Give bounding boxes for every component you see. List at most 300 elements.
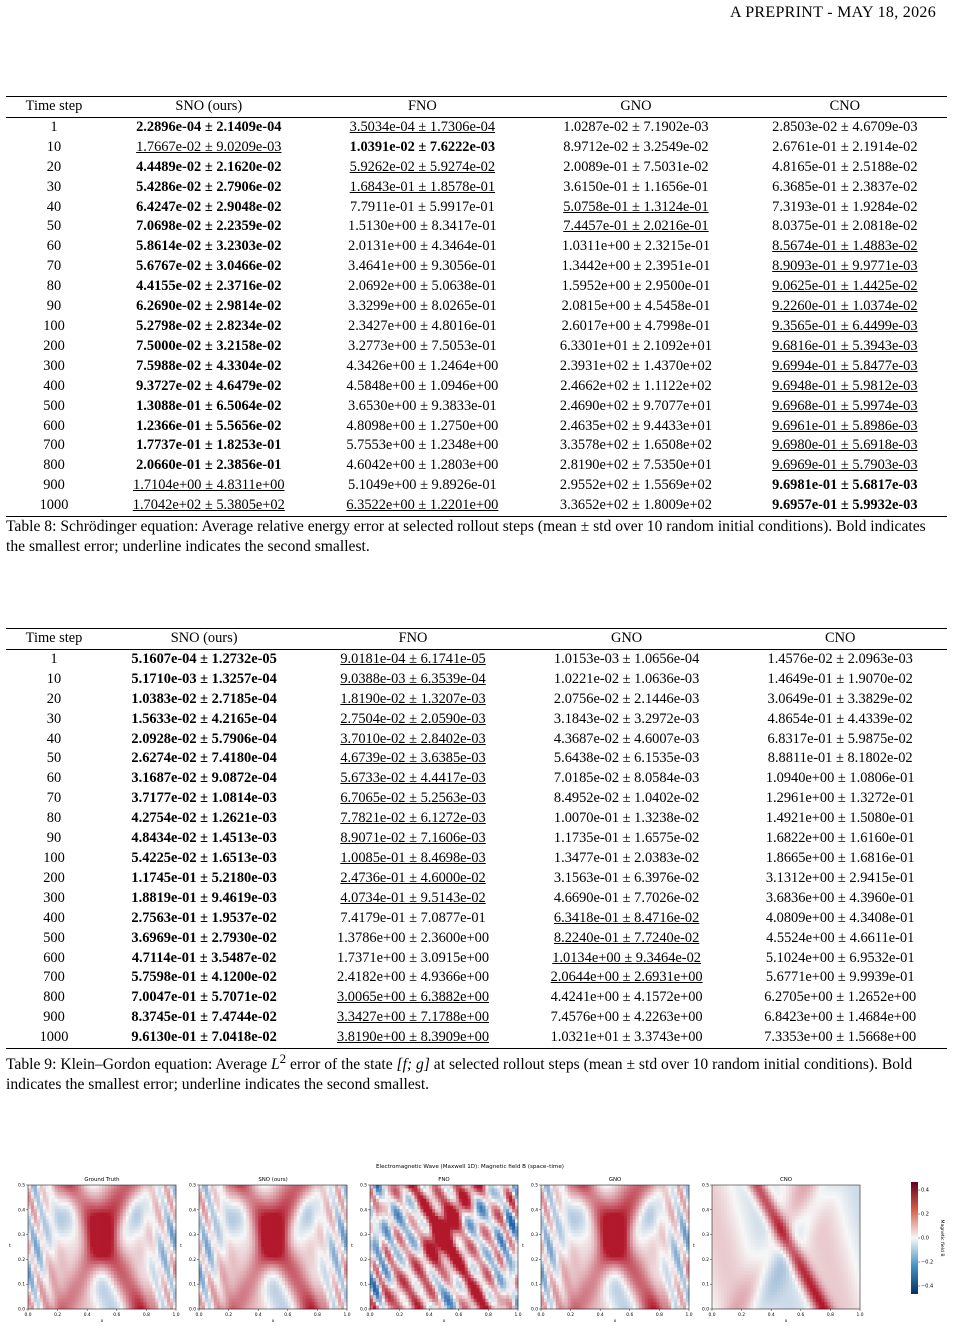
cell-text: 100 <box>43 318 65 334</box>
cell-sno <box>102 929 306 949</box>
cell-gno <box>520 988 734 1008</box>
cell-text: 2.2896e-04 ± 2.1409e-04 <box>136 119 281 135</box>
cell-text: 600 <box>43 418 65 434</box>
cell-text: 9.0181e-04 ± 6.1741e-05 <box>340 651 485 667</box>
cell-gno <box>520 949 734 969</box>
cell-text: 100 <box>43 850 65 866</box>
cell-cno <box>733 909 947 929</box>
cell-text: 4.0809e+00 ± 4.3408e-01 <box>766 910 915 926</box>
cell-text: 4.8098e+00 ± 1.2750e+00 <box>346 418 498 434</box>
cell-text: 6.2705e+00 ± 1.2652e+00 <box>764 989 916 1005</box>
y-tick-label: 0.2 <box>531 1257 538 1263</box>
col-fno: FNO <box>316 97 530 118</box>
cell-sno <box>102 1028 306 1048</box>
panel-title: Ground Truth <box>84 1177 119 1183</box>
cell-time-step <box>6 769 102 789</box>
x-tick-label: 0.6 <box>455 1312 462 1318</box>
cell-cno <box>743 317 947 337</box>
cell-fno <box>316 417 530 437</box>
cell-gno <box>529 317 743 337</box>
cell-sno <box>102 198 316 218</box>
cell-cno <box>733 869 947 889</box>
cell-cno <box>733 988 947 1008</box>
cell-time-step <box>6 889 102 909</box>
cell-text: 7.5000e-02 ± 3.2158e-02 <box>136 338 281 354</box>
cell-text: 9.0625e-01 ± 1.4425e-02 <box>772 278 917 294</box>
cell-sno <box>102 237 316 257</box>
cell-text: 7.0185e-02 ± 8.0584e-03 <box>554 770 699 786</box>
cell-text: 7.7911e-01 ± 5.9917e-01 <box>350 199 495 215</box>
cell-fno <box>306 649 520 669</box>
cell-text: 6.2690e-02 ± 2.9814e-02 <box>136 298 281 314</box>
cell-text: 90 <box>47 298 61 314</box>
cell-cno <box>733 889 947 909</box>
cell-gno <box>520 649 734 669</box>
cell-text: 9.6130e-01 ± 7.0418e-02 <box>131 1029 276 1045</box>
cell-cno <box>733 670 947 690</box>
cell-cno <box>733 809 947 829</box>
cell-text: 5.7598e-01 ± 4.1200e-02 <box>131 969 276 985</box>
cell-time-step <box>6 730 102 750</box>
cell-text: 30 <box>47 179 61 195</box>
cell-text: 300 <box>43 890 65 906</box>
table-row <box>6 138 947 158</box>
cell-text: 800 <box>43 457 65 473</box>
cell-text: 1.4921e+00 ± 1.5080e-01 <box>766 810 915 826</box>
cell-fno <box>306 730 520 750</box>
cell-gno <box>529 476 743 496</box>
cell-text: 1.5130e+00 ± 8.3417e-01 <box>348 218 497 234</box>
x-tick-label: 0.8 <box>314 1312 321 1318</box>
heatmap-panel-fno <box>346 1170 520 1330</box>
cell-text: 1000 <box>40 1029 69 1045</box>
x-tick-label: 0.0 <box>25 1312 32 1318</box>
cell-gno <box>529 377 743 397</box>
cell-sno <box>102 670 306 690</box>
cell-cno <box>743 357 947 377</box>
cell-time-step <box>6 496 102 516</box>
cell-fno <box>316 436 530 456</box>
cell-sno <box>102 829 306 849</box>
cell-fno <box>316 277 530 297</box>
cell-cno <box>733 710 947 730</box>
cell-cno <box>743 337 947 357</box>
cell-text: 9.3565e-01 ± 6.4499e-03 <box>772 318 917 334</box>
cell-sno <box>102 769 306 789</box>
cell-gno <box>529 138 743 158</box>
y-axis-label: t <box>522 1243 524 1249</box>
colorbar-tick-label: −0.2 <box>921 1260 933 1266</box>
cell-text: 8.9071e-02 ± 7.1606e-03 <box>340 830 485 846</box>
cell-text: 500 <box>43 398 65 414</box>
cell-sno <box>102 869 306 889</box>
cell-text: 5.1024e+00 ± 6.9532e-01 <box>766 950 915 966</box>
cell-text: 1.2961e+00 ± 1.3272e-01 <box>766 790 915 806</box>
table-row <box>6 237 947 257</box>
cell-time-step <box>6 117 102 137</box>
cell-fno <box>316 317 530 337</box>
cell-text: 70 <box>47 790 61 806</box>
cell-text: 5.7553e+00 ± 1.2348e+00 <box>346 437 498 453</box>
cell-text: 60 <box>47 238 61 254</box>
cell-text: 70 <box>47 258 61 274</box>
cell-text: 8.9093e-01 ± 9.9771e-03 <box>772 258 917 274</box>
cell-text: 9.6961e-01 ± 5.8986e-03 <box>772 418 917 434</box>
cell-cno <box>743 198 947 218</box>
x-tick-label: 0.6 <box>284 1312 291 1318</box>
x-tick-label: 0.8 <box>485 1312 492 1318</box>
cell-text: 3.3578e+02 ± 1.6508e+02 <box>560 437 712 453</box>
table-row <box>6 337 947 357</box>
cell-text: 9.2260e-01 ± 1.0374e-02 <box>772 298 917 314</box>
cell-gno <box>529 277 743 297</box>
cell-text: 900 <box>43 477 65 493</box>
cell-text: 9.6968e-01 ± 5.9974e-03 <box>772 398 917 414</box>
cell-text: 3.1843e-02 ± 3.2972e-03 <box>554 711 699 727</box>
cell-text: 1.0311e+00 ± 2.3215e-01 <box>562 238 710 254</box>
cell-gno <box>520 909 734 929</box>
cell-text: 1.1745e-01 ± 5.2180e-03 <box>131 870 276 886</box>
cell-time-step <box>6 397 102 417</box>
table-row <box>6 417 947 437</box>
x-axis-label: x <box>101 1319 104 1324</box>
x-tick-label: 0.4 <box>426 1312 433 1318</box>
cell-sno <box>102 217 316 237</box>
cell-text: 1.7042e+02 ± 5.3805e+02 <box>133 497 285 513</box>
cell-text: 5.9262e-02 ± 5.9274e-02 <box>350 159 495 175</box>
cell-sno <box>102 158 316 178</box>
table-8-caption: Table 8: Schrödinger equation: Average relative energy error at selected rollout steps (mean ± std over 10 random initial conditions). Bold indicates the smallest error; underline indicates the second smallest. <box>6 517 948 556</box>
cell-fno <box>316 198 530 218</box>
cell-text: 5.6733e-02 ± 4.4417e-03 <box>340 770 485 786</box>
cell-text: 20 <box>47 159 61 175</box>
cell-text: 60 <box>47 770 61 786</box>
cell-text: 8.9712e-02 ± 3.2549e-02 <box>563 139 708 155</box>
y-tick-label: 0.0 <box>18 1307 25 1313</box>
cell-text: 10 <box>47 139 61 155</box>
table-row <box>6 988 947 1008</box>
cell-text: 2.0644e+00 ± 2.6931e+00 <box>551 969 703 985</box>
cell-text: 500 <box>43 930 65 946</box>
cell-sno <box>102 649 306 669</box>
cell-text: 8.4952e-02 ± 1.0402e-02 <box>554 790 699 806</box>
cell-text: 4.8165e-01 ± 2.5188e-02 <box>772 159 917 175</box>
cell-gno <box>529 297 743 317</box>
table-9-caption <box>6 1049 948 1094</box>
cell-text: 4.8654e-01 ± 4.4339e-02 <box>768 711 913 727</box>
table-row <box>6 257 947 277</box>
cell-gno <box>529 198 743 218</box>
col-cno: CNO <box>743 97 947 118</box>
cell-cno <box>733 769 947 789</box>
table-row <box>6 968 947 988</box>
x-tick-label: 0.0 <box>367 1312 374 1318</box>
cell-text: 2.0660e-01 ± 2.3856e-01 <box>136 457 281 473</box>
cell-text: 9.6957e-01 ± 5.9932e-03 <box>772 497 917 513</box>
cell-gno <box>520 829 734 849</box>
cell-fno <box>306 869 520 889</box>
cell-text: 1.7104e+00 ± 4.8311e+00 <box>133 477 285 493</box>
table-row <box>6 909 947 929</box>
cell-text: 700 <box>43 969 65 985</box>
x-axis-label: x <box>443 1319 446 1324</box>
y-tick-label: 0.4 <box>18 1207 25 1213</box>
cell-cno <box>733 929 947 949</box>
cell-text: 2.4662e+02 ± 1.1122e+02 <box>560 378 712 394</box>
x-tick-label: 0.2 <box>225 1312 232 1318</box>
cell-text: 3.0649e-01 ± 3.3829e-02 <box>768 691 913 707</box>
heatmap-panel-sno <box>175 1170 349 1330</box>
heatmap-cells <box>370 1185 518 1309</box>
cell-text: 300 <box>43 358 65 374</box>
cell-time-step <box>6 217 102 237</box>
cell-time-step <box>6 237 102 257</box>
cell-sno <box>102 297 316 317</box>
cell-text: 9.0388e-03 ± 6.3539e-04 <box>340 671 485 687</box>
col-gno: GNO <box>520 629 734 650</box>
cell-text: 4.3687e-02 ± 4.6007e-03 <box>554 731 699 747</box>
cell-sno <box>102 277 316 297</box>
y-tick-label: 0.2 <box>189 1257 196 1263</box>
caption-math: [f; g] <box>397 1056 430 1073</box>
cell-text: 3.2773e+00 ± 7.5053e-01 <box>348 338 497 354</box>
cell-text: 1.6843e-01 ± 1.8578e-01 <box>350 179 495 195</box>
table-8 <box>6 96 947 517</box>
table-row <box>6 317 947 337</box>
heatmap-panel-ground <box>4 1170 178 1330</box>
cell-gno <box>529 456 743 476</box>
cell-sno <box>102 809 306 829</box>
y-tick-label: 0.5 <box>18 1183 25 1189</box>
cell-text: 50 <box>47 750 61 766</box>
cell-text: 1.7667e-02 ± 9.0209e-03 <box>136 139 281 155</box>
cell-gno <box>520 1028 734 1048</box>
table-row <box>6 277 947 297</box>
cell-text: 5.1710e-03 ± 1.3257e-04 <box>131 671 276 687</box>
cell-text: 9.6816e-01 ± 5.3943e-03 <box>772 338 917 354</box>
cell-gno <box>529 436 743 456</box>
cell-text: 7.5988e-02 ± 4.3304e-02 <box>136 358 281 374</box>
col-fno: FNO <box>306 629 520 650</box>
cell-time-step <box>6 297 102 317</box>
cell-text: 1.0287e-02 ± 7.1902e-03 <box>563 119 708 135</box>
cell-sno <box>102 690 306 710</box>
heatmap-panel-gno <box>517 1170 691 1330</box>
cell-text: 7.7821e-02 ± 6.1272e-03 <box>340 810 485 826</box>
cell-text: 2.0756e-02 ± 2.1446e-03 <box>554 691 699 707</box>
cell-cno <box>743 436 947 456</box>
table-row <box>6 649 947 669</box>
colorbar-tick-label: −0.4 <box>921 1284 933 1290</box>
col-sno: SNO (ours) <box>102 97 316 118</box>
cell-text: 7.4576e+00 ± 4.2263e+00 <box>551 1009 703 1025</box>
cell-text: 6.3418e-01 ± 8.4716e-02 <box>554 910 699 926</box>
cell-text: 5.0758e-01 ± 1.3124e-01 <box>563 199 708 215</box>
cell-text: 4.3426e+00 ± 1.2464e+00 <box>346 358 498 374</box>
cell-cno <box>733 789 947 809</box>
cell-text: 1.3477e-01 ± 2.0383e-02 <box>554 850 699 866</box>
cell-text: 3.7177e-02 ± 1.0814e-03 <box>131 790 276 806</box>
y-tick-label: 0.0 <box>189 1307 196 1313</box>
cell-text: 1.0070e-01 ± 1.3238e-02 <box>554 810 699 826</box>
cell-sno <box>102 968 306 988</box>
cell-fno <box>306 949 520 969</box>
cell-text: 2.8190e+02 ± 7.5350e+01 <box>560 457 712 473</box>
y-tick-label: 0.4 <box>702 1207 709 1213</box>
cell-text: 1.8819e-01 ± 9.4619e-03 <box>131 890 276 906</box>
cell-gno <box>529 217 743 237</box>
cell-text: 2.3931e+02 ± 1.4370e+02 <box>560 358 712 374</box>
cell-text: 9.3727e-02 ± 4.6479e-02 <box>136 378 281 394</box>
y-tick-label: 0.5 <box>702 1183 709 1189</box>
col-gno: GNO <box>529 97 743 118</box>
cell-text: 3.3652e+02 ± 1.8009e+02 <box>560 497 712 513</box>
cell-text: 3.6836e+00 ± 4.3960e-01 <box>766 890 915 906</box>
table-row <box>6 1008 947 1028</box>
cell-text: 2.4736e-01 ± 4.6000e-02 <box>340 870 485 886</box>
cell-sno <box>102 397 316 417</box>
cell-text: 9.6948e-01 ± 5.9812e-03 <box>772 378 917 394</box>
cell-text: 8.3745e-01 ± 7.4744e-02 <box>131 1009 276 1025</box>
cell-text: 7.3193e-01 ± 1.9284e-02 <box>772 199 917 215</box>
panel-title: CNO <box>780 1177 792 1183</box>
cell-time-step <box>6 929 102 949</box>
cell-text: 7.0698e-02 ± 2.2359e-02 <box>136 218 281 234</box>
y-tick-label: 0.5 <box>189 1183 196 1189</box>
cell-gno <box>520 730 734 750</box>
cell-cno <box>743 377 947 397</box>
y-tick-label: 0.1 <box>18 1282 25 1288</box>
cell-sno <box>102 436 316 456</box>
cell-text: 3.1312e+00 ± 2.9415e-01 <box>766 870 915 886</box>
cell-cno <box>743 297 947 317</box>
cell-text: 1.4649e-01 ± 1.9070e-02 <box>768 671 913 687</box>
cell-text: 3.4641e+00 ± 9.3056e-01 <box>348 258 497 274</box>
heatmap-cells <box>199 1185 347 1309</box>
cell-cno <box>733 968 947 988</box>
cell-text: 8.2240e-01 ± 7.7240e-02 <box>554 930 699 946</box>
table-row <box>6 178 947 198</box>
cell-text: 1.4576e-02 ± 2.0963e-03 <box>768 651 913 667</box>
cell-text: 6.8317e-01 ± 5.9875e-02 <box>768 731 913 747</box>
x-tick-label: 0.0 <box>709 1312 716 1318</box>
cell-cno <box>743 217 947 237</box>
cell-text: 1.5952e+00 ± 2.9500e-01 <box>562 278 711 294</box>
table-row <box>6 849 947 869</box>
cell-text: 5.6767e-02 ± 3.0466e-02 <box>136 258 281 274</box>
cell-time-step <box>6 317 102 337</box>
cell-gno <box>529 397 743 417</box>
cell-cno <box>733 690 947 710</box>
y-tick-label: 0.4 <box>189 1207 196 1213</box>
cell-time-step <box>6 456 102 476</box>
y-axis-label: t <box>9 1243 11 1249</box>
cell-gno <box>529 257 743 277</box>
table-row <box>6 809 947 829</box>
y-tick-label: 0.5 <box>360 1183 367 1189</box>
table-row <box>6 690 947 710</box>
cell-cno <box>743 257 947 277</box>
cell-fno <box>316 158 530 178</box>
cell-fno <box>306 968 520 988</box>
cell-cno <box>743 476 947 496</box>
cell-text: 40 <box>47 731 61 747</box>
y-tick-label: 0.3 <box>360 1232 367 1238</box>
cell-sno <box>102 988 306 1008</box>
cell-time-step <box>6 178 102 198</box>
cell-fno <box>306 929 520 949</box>
cell-gno <box>529 237 743 257</box>
x-tick-label: 0.8 <box>827 1312 834 1318</box>
cell-time-step <box>6 789 102 809</box>
cell-time-step <box>6 710 102 730</box>
cell-text: 3.3427e+00 ± 7.1788e+00 <box>337 1009 489 1025</box>
cell-text: 2.4635e+02 ± 9.4433e+01 <box>560 418 712 434</box>
x-tick-label: 0.8 <box>143 1312 150 1318</box>
x-tick-label: 0.6 <box>626 1312 633 1318</box>
cell-fno <box>316 496 530 516</box>
table-header-row <box>6 629 947 650</box>
cell-text: 3.1563e-01 ± 6.3976e-02 <box>554 870 699 886</box>
cell-time-step <box>6 377 102 397</box>
cell-text: 4.8434e-02 ± 1.4513e-03 <box>131 830 276 846</box>
panel-title: FNO <box>438 1177 449 1183</box>
cell-fno <box>306 710 520 730</box>
cell-sno <box>102 1008 306 1028</box>
cell-time-step <box>6 869 102 889</box>
cell-gno <box>520 789 734 809</box>
table-row <box>6 198 947 218</box>
cell-gno <box>520 869 734 889</box>
cell-fno <box>316 337 530 357</box>
cell-text: 400 <box>43 910 65 926</box>
cell-gno <box>529 496 743 516</box>
x-tick-label: 0.8 <box>656 1312 663 1318</box>
y-tick-label: 0.2 <box>702 1257 709 1263</box>
cell-sno <box>102 357 316 377</box>
cell-text: 1.3088e-01 ± 6.5064e-02 <box>136 398 281 414</box>
cell-text: 2.0131e+00 ± 4.3464e-01 <box>348 238 497 254</box>
y-tick-label: 0.4 <box>531 1207 538 1213</box>
cell-fno <box>316 377 530 397</box>
cell-text: 8.0375e-01 ± 2.0818e-02 <box>772 218 917 234</box>
table-row <box>6 476 947 496</box>
cell-text: 8.8811e-01 ± 8.1802e-02 <box>768 750 913 766</box>
cell-time-step <box>6 829 102 849</box>
cell-text: 2.8503e-02 ± 4.6709e-03 <box>772 119 917 135</box>
x-tick-label: 0.2 <box>54 1312 61 1318</box>
cell-time-step <box>6 337 102 357</box>
table-row <box>6 949 947 969</box>
cell-sno <box>102 749 306 769</box>
heatmap-panel-cno <box>688 1170 862 1330</box>
table-row <box>6 456 947 476</box>
cell-text: 1.8665e+00 ± 1.6816e-01 <box>766 850 915 866</box>
cell-sno <box>102 496 316 516</box>
y-tick-label: 0.2 <box>18 1257 25 1263</box>
cell-time-step <box>6 257 102 277</box>
cell-text: 1.5633e-02 ± 4.2165e-04 <box>131 711 276 727</box>
cell-text: 1.0134e+00 ± 9.3464e-02 <box>552 950 701 966</box>
cell-text: 700 <box>43 437 65 453</box>
x-tick-label: 0.4 <box>255 1312 262 1318</box>
cell-text: 9.6981e-01 ± 5.6817e-03 <box>772 477 917 493</box>
cell-cno <box>743 138 947 158</box>
table-row <box>6 297 947 317</box>
cell-text: 200 <box>43 338 65 354</box>
cell-text: 80 <box>47 278 61 294</box>
cell-sno <box>102 317 316 337</box>
